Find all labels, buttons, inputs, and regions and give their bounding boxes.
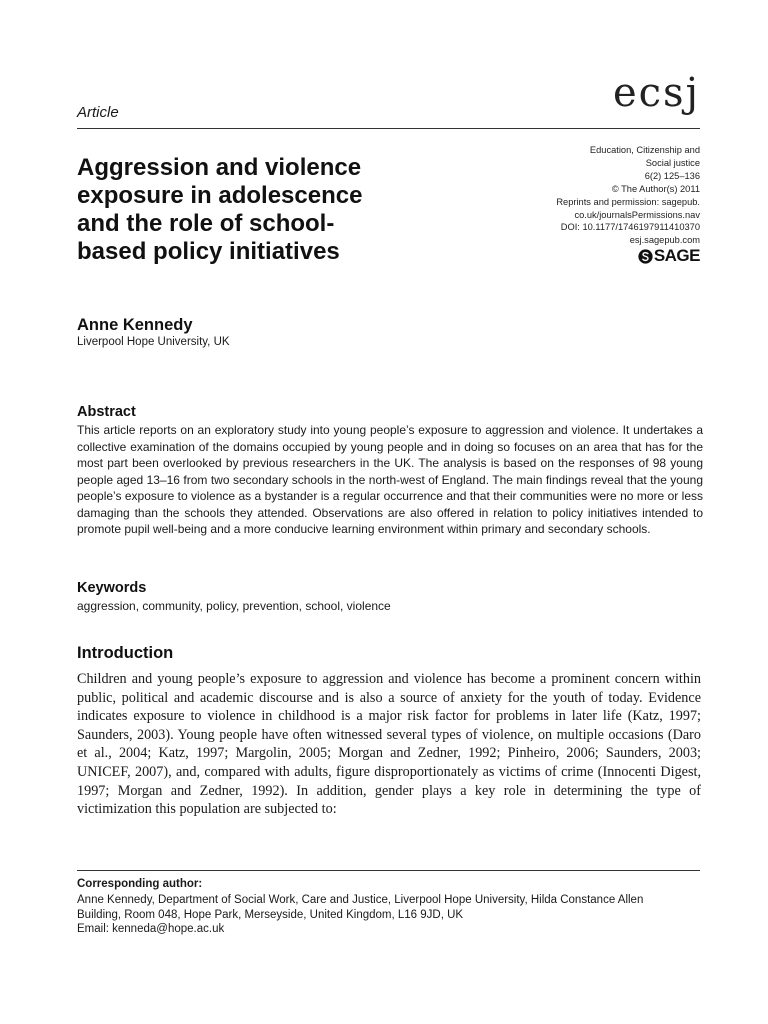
corresponding-author-details (77, 893, 703, 937)
corresponding-email: Email: kenneda@hope.ac.uk (77, 923, 225, 935)
header-rule (77, 128, 700, 129)
doi: DOI: 10.1177/1746197911410370 (560, 222, 700, 233)
publication-info (480, 144, 700, 247)
abstract-body: This article reports on an exploratory study into young people’s exposure to aggression and violence. It undertakes a collective examination of the domains occupied by young people and in doing so focuses on an area that has for the most part been overlooked by previous researchers in the UK. The analysis is based on the responses of 98 young people aged 13–16 from two secondary schools in the north-west of England. The main findings reveal that the young people’s exposure to violence as a bystander is a regular occurrence and that their communities were no more or less damaging than the schools they attended. Observations are also offered in relation to policy initiatives intended to promote pupil well-being and a more conducive learning environment within primary and secondary schools. (77, 423, 703, 536)
section-label: Article (77, 104, 119, 121)
footnote-rule (77, 870, 700, 871)
corresponding-author-heading: Corresponding author: (77, 878, 203, 890)
corresponding-address-line-2: Building, Room 048, Hope Park, Merseyside, United Kingdom, L16 9JD, UK (77, 908, 464, 921)
journal-name-line-1: Education, Citizenship and (589, 145, 700, 155)
sage-mark-icon (638, 249, 653, 264)
journal-name-line-2: Social justice (645, 157, 700, 168)
author-affiliation: Liverpool Hope University, UK (77, 336, 230, 348)
copyright: © The Author(s) 2011 (611, 183, 700, 194)
volume-pages: 6(2) 125–136 (644, 170, 700, 181)
author-name: Anne Kennedy (77, 316, 193, 334)
publisher-name: SAGE (653, 246, 700, 265)
journal-url: esj.sagepub.com (629, 235, 700, 246)
publisher-logo (638, 246, 700, 266)
keywords-list: aggression, community, policy, prevention, school, violence (77, 599, 391, 613)
journal-logo: ecsj (612, 70, 700, 116)
keywords-heading: Keywords (77, 580, 147, 596)
abstract-heading: Abstract (77, 404, 136, 420)
reprints-line-2: co.uk/journalsPermissions.nav (574, 209, 700, 220)
reprints-line-1: Reprints and permission: sagepub. (556, 196, 700, 207)
corresponding-address-line-1: Anne Kennedy, Department of Social Work, Care and Justice, Liverpool Hope University, Hilda Constance Allen (77, 894, 644, 906)
introduction-heading: Introduction (77, 644, 174, 662)
article-title: Aggression and violence exposure in adolescence and the role of school-based policy initiatives (77, 154, 363, 265)
introduction-body: Children and young people’s exposure to aggression and violence has become a prominent concern within public, political and academic discourse and is also a source of anxiety for the youth of today. Evidence indicates exposure to violence in childhood is a major risk factor for problems in later life (Katz, 1997; Saunders, 2003). Young people have often witnessed several types of violence, on multiple occasions (Daro et al., 2004; Katz, 1997; Margolin, 2005; Morgan and Zedner, 1992; Pinheiro, 2006; Saunders, 2003; UNICEF, 2007), and, compared with adults, figure disproportionately as victims of crime (Innocenti Digest, 1997; Morgan and Zedner, 1992). In addition, gender plays a key role in determining the type of victimization this population are subjected to: (77, 671, 701, 818)
